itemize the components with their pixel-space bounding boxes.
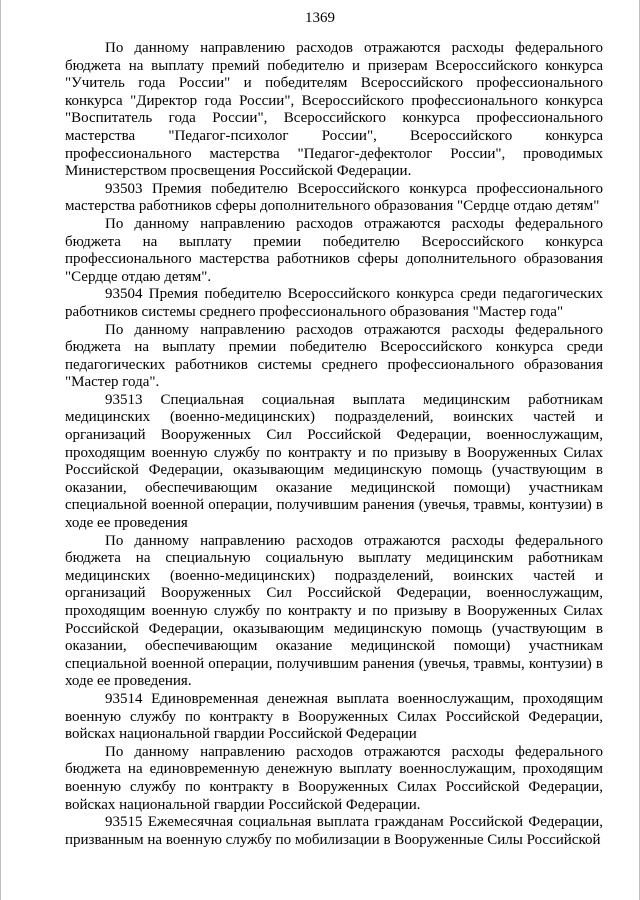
paragraph-93513-heading: 93513 Специальная социальная выплата медицинским работникам медицинских (военно-медицинских) подразделений, воинских частей и организаций Вооруженных Сил Российской Федерации, военнослужащим, проходящим военную службу по контракту и по призыву в Вооруженных Силах Российской Федерации, оказывающим медицинскую помощь (участвующим в оказании, обеспечивающим оказание медицинской помощи) участникам специальной военной операции, получившим ранения (увечья, травмы, контузии) в ходе ее проведения xyxy=(65,391,603,532)
paragraph-1: По данному направлению расходов отражаются расходы федерального бюджета на выплату премий победителю и призерам Всероссийского конкурса "Учитель года России" и победителям Всероссийского профессионального конкурса "Директор года России", Всероссийского профессионального конкурса "Воспитатель года России", Всероссийского конкурса профессионального мастерства "Педагог-психолог России", Всероссийского конкурса профессионального мастерства "Педагог-дефектолог России", проводимых Министерством просвещения Российской Федерации. xyxy=(65,40,603,180)
paragraph-93503-heading: 93503 Премия победителю Всероссийского конкурса профессионального мастерства работников сферы дополнительного образования "Сердце отдаю детям" xyxy=(65,180,603,215)
paragraph-93503-description: По данному направлению расходов отражаются расходы федерального бюджета на выплату премии победителю Всероссийского конкурса профессионального мастерства работников сферы дополнительного образования "Сердце отдаю детям". xyxy=(65,215,603,285)
page-number: 1369 xyxy=(305,10,335,26)
paragraph-93514-description: По данному направлению расходов отражаются расходы федерального бюджета на единовременную денежную выплату военнослужащим, проходящим военную службу по контракту в Вооруженных Силах Российской Федерации, войсках национальной гвардии Российской Федерации. xyxy=(65,743,603,813)
paragraph-93504-heading: 93504 Премия победителю Всероссийского конкурса среди педагогических работников системы среднего профессионального образования "Мастер года" xyxy=(65,286,603,320)
document-body xyxy=(65,40,603,849)
paragraph-93513-description: По данному направлению расходов отражаются расходы федерального бюджета на специальную социальную выплату медицинским работникам медицинских (военно-медицинских) подразделений, воинских частей и организаций Вооруженных Сил Российской Федерации, военнослужащим, проходящим военную службу по контракту и по призыву в Вооруженных Силах Российской Федерации, оказывающим медицинскую помощь (участвующим в оказании, обеспечивающим оказание медицинской помощи) участникам специальной военной операции, получившим ранения (увечья, травмы, контузии) в ходе ее проведения. xyxy=(65,532,603,690)
paragraph-93504-description: По данному направлению расходов отражаются расходы федерального бюджета на выплату премии победителю Всероссийского конкурса среди педагогических работников системы среднего профессионального образования "Мастер года". xyxy=(65,321,603,391)
paragraph-93515-heading: 93515 Ежемесячная социальная выплата гражданам Российской Федерации, призванным на военную службу по мобилизации в Вооруженные Силы Российской xyxy=(65,814,603,848)
paragraph-93514-heading: 93514 Единовременная денежная выплата военнослужащим, проходящим военную службу по контракту в Вооруженных Силах Российской Федерации, войсках национальной гвардии Российской Федерации xyxy=(65,690,603,743)
